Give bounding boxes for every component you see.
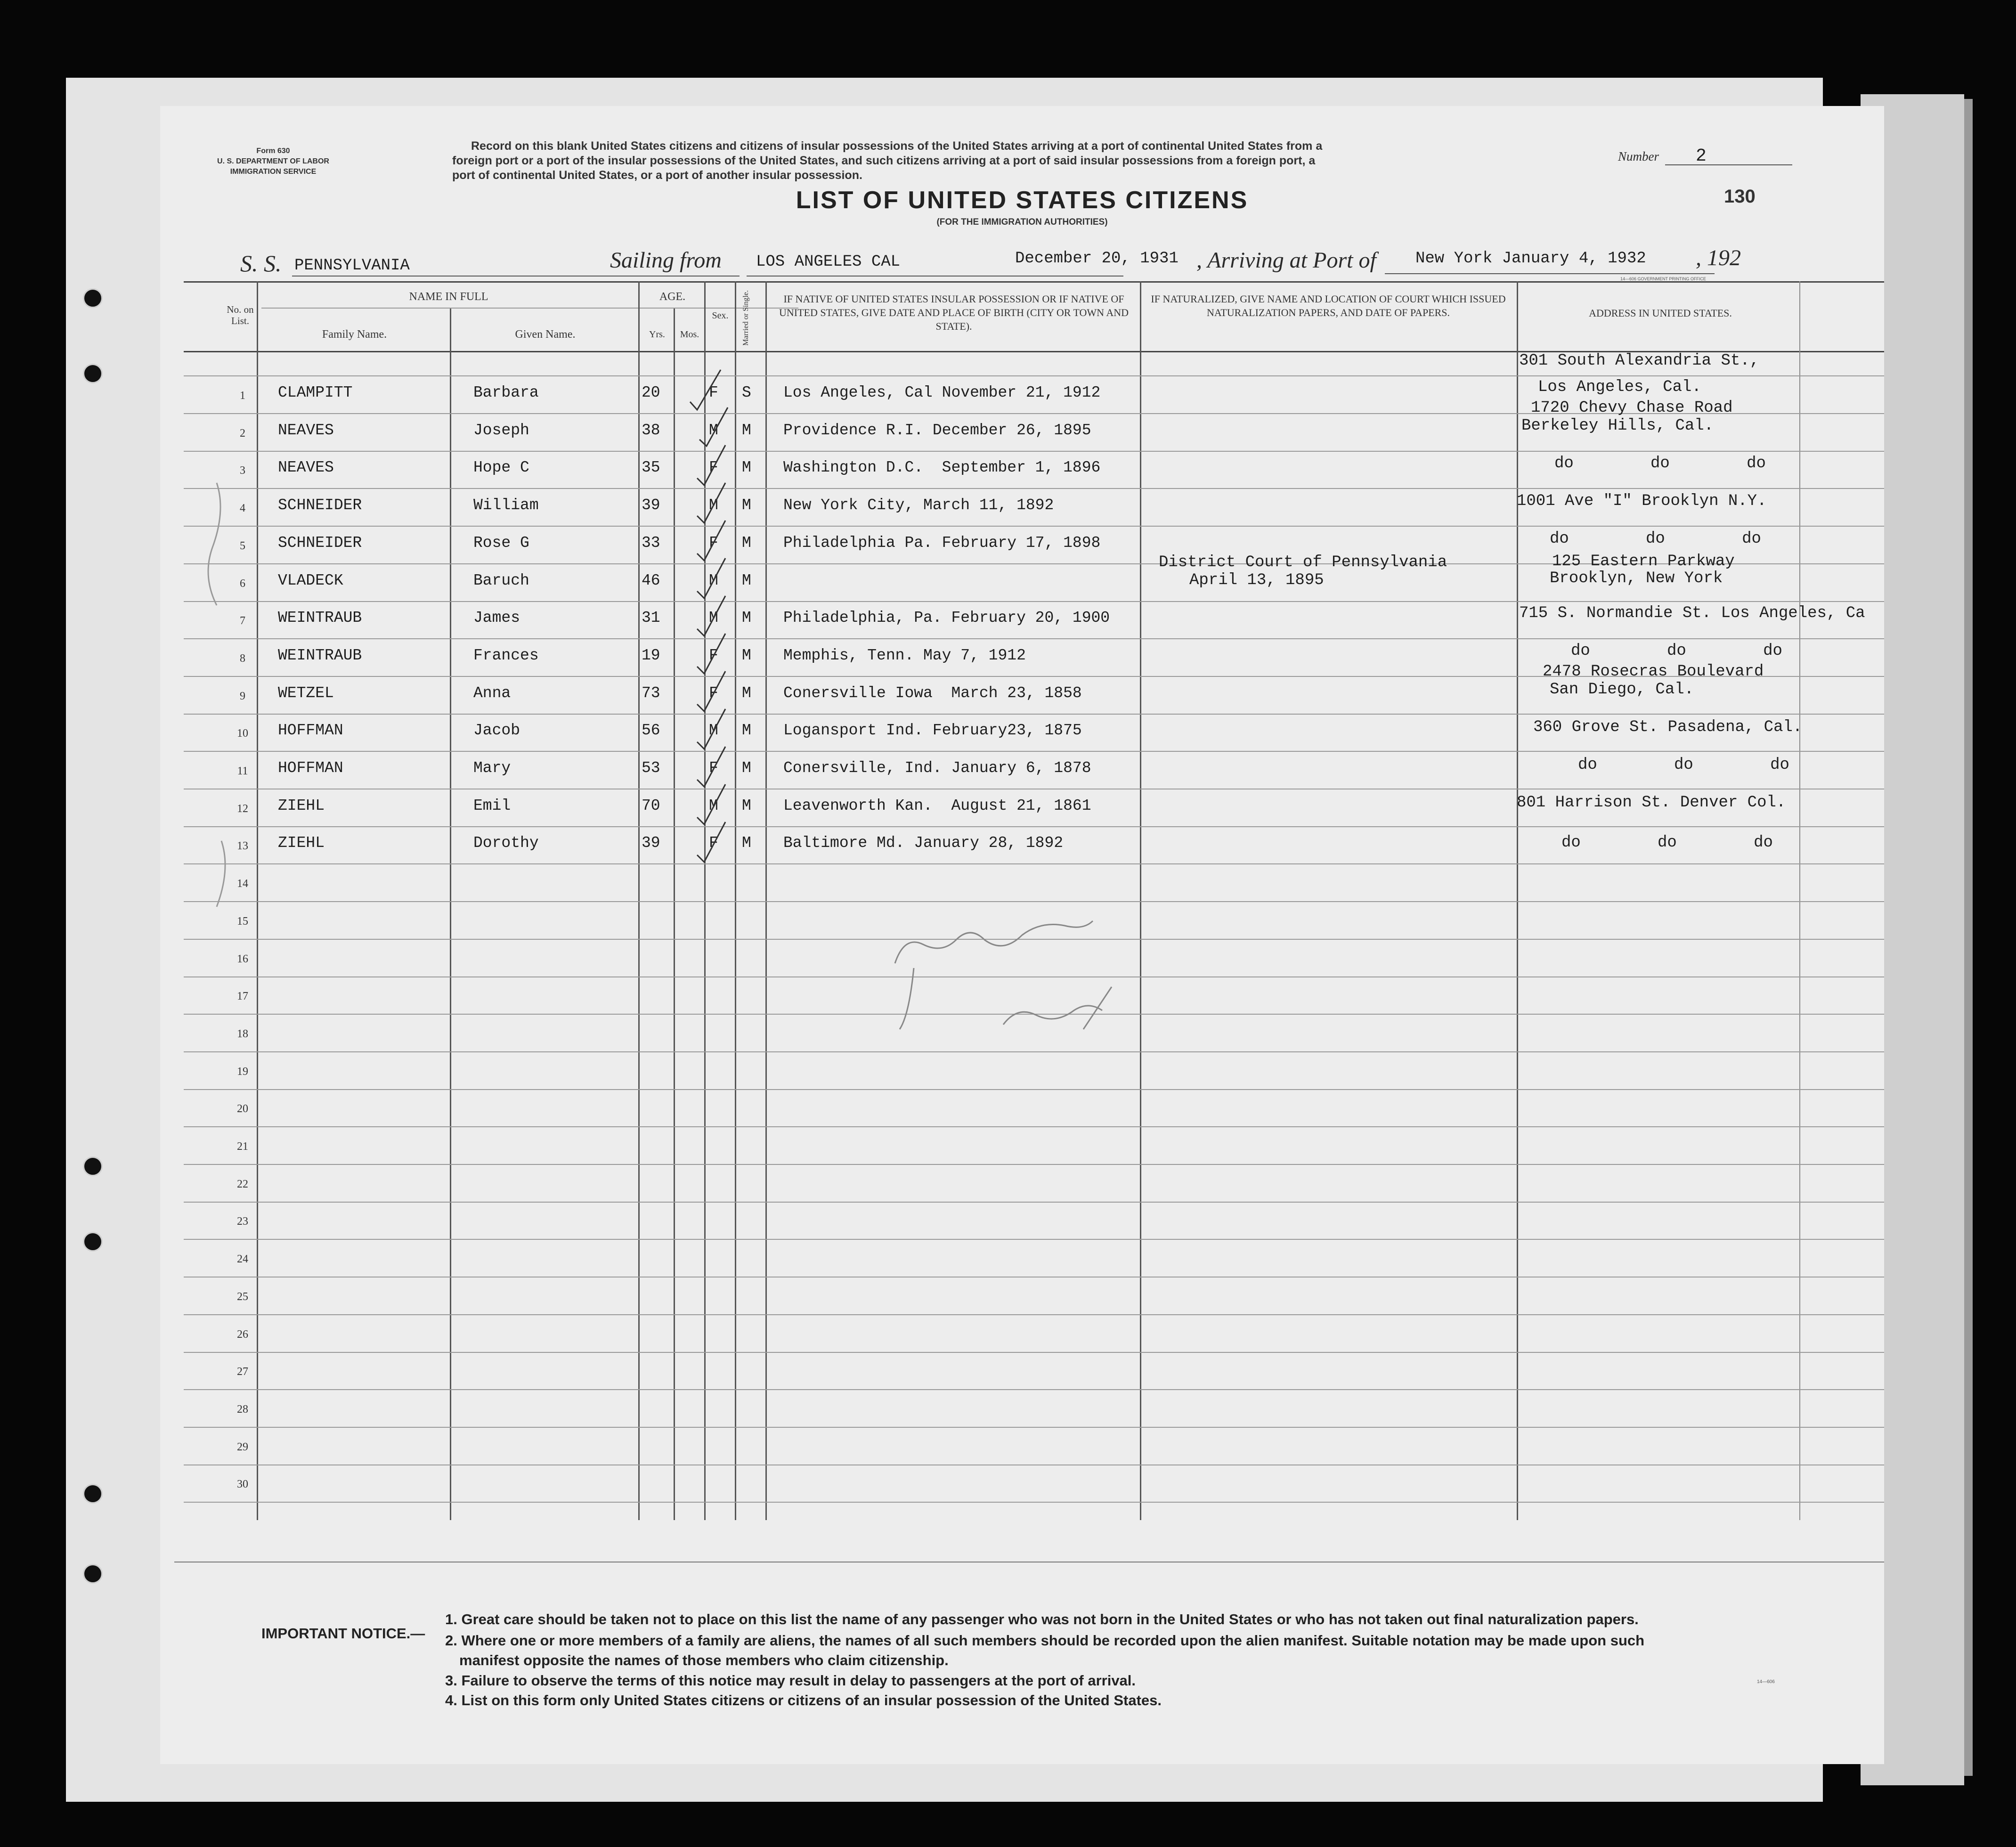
- family-name-cell: VLADECK: [278, 571, 343, 589]
- family-name-cell: ZIEHL: [278, 797, 325, 814]
- address-line: Brooklyn, New York: [1550, 570, 1723, 587]
- given-name-cell: Anna: [473, 684, 511, 702]
- check-mark: [697, 671, 725, 711]
- marital-status-cell: M: [742, 684, 751, 702]
- marital-status-cell: M: [742, 646, 751, 664]
- empty-row-number: 18: [237, 1027, 248, 1040]
- notice-lead: IMPORTANT NOTICE.—: [261, 1625, 425, 1642]
- family-name-cell: NEAVES: [278, 421, 334, 439]
- ss-label: S. S.: [240, 250, 282, 277]
- arriving-value: New York January 4, 1932: [1415, 250, 1646, 268]
- address-line: do do do: [1578, 756, 1789, 774]
- check-mark: [697, 521, 725, 561]
- marital-status-cell: M: [742, 609, 751, 627]
- empty-row-number: 19: [237, 1065, 248, 1078]
- row-number: 9: [240, 690, 245, 702]
- family-name-cell: CLAMPITT: [278, 384, 353, 401]
- intro-line: port of continental United States, or a port of another insular possession.: [452, 169, 862, 182]
- age-years-cell: 19: [642, 646, 660, 664]
- address-line: 1720 Chevy Chase Road: [1531, 399, 1733, 417]
- sex-cell: M: [709, 609, 718, 627]
- binder-hole: [83, 364, 103, 383]
- empty-row-number: 21: [237, 1140, 248, 1153]
- given-name-cell: Joseph: [473, 421, 529, 439]
- sex-cell: M: [709, 496, 718, 514]
- address-line: 360 Grove St. Pasadena, Cal.: [1533, 718, 1803, 736]
- margin-annotation: [208, 483, 225, 907]
- address-line: do do do: [1550, 530, 1761, 548]
- check-mark: [690, 370, 721, 410]
- row-number: 12: [237, 802, 248, 815]
- family-name-cell: SCHNEIDER: [278, 534, 362, 552]
- marital-status-cell: M: [742, 834, 751, 852]
- row-number: 3: [240, 464, 245, 477]
- binder-hole: [83, 1156, 103, 1176]
- sex-cell: M: [709, 722, 718, 740]
- family-name-cell: SCHNEIDER: [278, 496, 362, 514]
- notice-item: 4. List on this form only United States citizens or citizens of an insular possession of the United States.: [445, 1692, 1162, 1709]
- address-line: 715 S. Normandie St. Los Angeles, Ca: [1519, 604, 1865, 622]
- arriving-label: , Arriving at Port of: [1196, 248, 1376, 273]
- birth-place-date-cell: Conersville, Ind. January 6, 1878: [783, 759, 1091, 777]
- age-years-cell: 31: [642, 609, 660, 627]
- intro-line: foreign port or a port of the insular possessions of the United States, and such citizens arriving at a port of said insular possessions from a foreign port, a: [452, 154, 1316, 167]
- row-number: 8: [240, 652, 245, 665]
- binder-hole: [83, 1484, 103, 1504]
- given-name-cell: Dorothy: [473, 834, 539, 852]
- form-service: IMMIGRATION SERVICE: [230, 168, 317, 176]
- given-name-cell: William: [473, 496, 539, 514]
- row-number: 13: [237, 840, 248, 853]
- empty-row-number: 29: [237, 1440, 248, 1453]
- printer-note: 14—606 GOVERNMENT PRINTING OFFICE: [1620, 277, 1706, 281]
- birth-place-date-cell: Providence R.I. December 26, 1895: [783, 421, 1091, 439]
- empty-row-number: 22: [237, 1178, 248, 1190]
- given-name-cell: Jacob: [473, 722, 520, 740]
- family-name-cell: NEAVES: [278, 459, 334, 477]
- empty-row-number: 23: [237, 1215, 248, 1228]
- sailing-date: December 20, 1931: [1015, 250, 1179, 268]
- family-name-cell: WEINTRAUB: [278, 646, 362, 664]
- age-years-cell: 20: [642, 384, 660, 401]
- given-name-cell: Barbara: [473, 384, 539, 401]
- empty-row-number: 15: [237, 915, 248, 928]
- manifest-sheet: [160, 106, 1884, 1764]
- page-title: LIST OF UNITED STATES CITIZENS: [796, 187, 1249, 214]
- notice-item: 2. Where one or more members of a family are aliens, the names of all such members should be recorded upon the alien manifest. Suitable notation may be made upon such: [445, 1632, 1645, 1649]
- address-line: do do do: [1561, 834, 1773, 852]
- given-name-cell: Frances: [473, 646, 539, 664]
- header-mos: Mos.: [680, 329, 699, 340]
- page-number-stamp: 130: [1724, 186, 1756, 207]
- birth-place-date-cell: Los Angeles, Cal November 21, 1912: [783, 384, 1101, 401]
- notice-item: 3. Failure to observe the terms of this notice may result in delay to passengers at the port of arrival.: [445, 1672, 1136, 1689]
- given-name-cell: Hope C: [473, 459, 529, 477]
- ship-name: PENNSYLVANIA: [294, 257, 410, 275]
- family-name-cell: ZIEHL: [278, 834, 325, 852]
- binder-hole: [83, 288, 103, 308]
- age-years-cell: 56: [642, 722, 660, 740]
- address-line: 801 Harrison St. Denver Col.: [1517, 794, 1786, 812]
- address-line: 301 South Alexandria St.,: [1519, 352, 1760, 370]
- check-mark: [699, 407, 728, 446]
- given-name-cell: Baruch: [473, 571, 529, 589]
- empty-row-number: 25: [237, 1290, 248, 1303]
- age-years-cell: 39: [642, 834, 660, 852]
- header-family-name: Family Name.: [322, 328, 387, 341]
- address-line: 125 Eastern Parkway: [1552, 553, 1735, 570]
- year-suffix: , 192: [1696, 245, 1741, 270]
- check-mark: [697, 483, 725, 523]
- empty-row-number: 24: [237, 1253, 248, 1266]
- header-sex: Sex.: [712, 310, 729, 321]
- check-mark: [697, 709, 725, 749]
- check-mark: [697, 822, 725, 862]
- birth-place-date-cell: Baltimore Md. January 28, 1892: [783, 834, 1064, 852]
- age-years-cell: 70: [642, 797, 660, 814]
- address-line: do do do: [1571, 642, 1782, 660]
- sex-cell: F: [709, 646, 718, 664]
- page-subtitle: (FOR THE IMMIGRATION AUTHORITIES): [936, 217, 1108, 227]
- empty-row-number: 14: [237, 878, 248, 890]
- row-number: 6: [240, 577, 245, 590]
- row-number: 7: [240, 615, 245, 627]
- handwritten-annotation: [895, 921, 1112, 1029]
- form-number: Form 630: [256, 147, 290, 155]
- given-name-cell: Emil: [473, 797, 511, 814]
- check-mark: [697, 634, 725, 674]
- row-number: 4: [240, 502, 245, 515]
- check-mark: [697, 596, 725, 636]
- sex-cell: M: [709, 797, 718, 814]
- header-given-name: Given Name.: [515, 328, 576, 341]
- form-department: U. S. DEPARTMENT OF LABOR: [217, 157, 329, 165]
- number-label: Number: [1618, 149, 1659, 163]
- sex-cell: M: [709, 571, 718, 589]
- birth-place-date-cell: New York City, March 11, 1892: [783, 496, 1054, 514]
- header-married-single: Married or Single.: [742, 290, 750, 346]
- age-years-cell: 39: [642, 496, 660, 514]
- number-value: 2: [1696, 146, 1707, 166]
- sex-cell: F: [709, 759, 718, 777]
- notice-item: 1. Great care should be taken not to place on this list the name of any passenger who was not born in the United States or who has not taken out final naturalization papers.: [445, 1611, 1639, 1627]
- intro-line: Record on this blank United States citizens and citizens of insular possessions of the United States arriving at a port of continental United States from a: [471, 139, 1323, 153]
- handwritten-marks: [160, 106, 1884, 1566]
- marital-status-cell: M: [742, 759, 751, 777]
- age-years-cell: 73: [642, 684, 660, 702]
- row-number: 5: [240, 539, 245, 552]
- given-name-cell: James: [473, 609, 520, 627]
- birth-place-date-cell: Philadelphia Pa. February 17, 1898: [783, 534, 1101, 552]
- header-no-on-list: No. on List.: [227, 304, 254, 326]
- marital-status-cell: M: [742, 459, 751, 477]
- marital-status-cell: M: [742, 571, 751, 589]
- empty-row-number: 17: [237, 990, 248, 1003]
- check-mark: [697, 445, 725, 485]
- marital-status-cell: S: [742, 384, 751, 401]
- stacked-pages-shadow: [1964, 99, 1973, 1776]
- age-years-cell: 46: [642, 571, 660, 589]
- check-mark: [697, 558, 725, 598]
- age-years-cell: 35: [642, 459, 660, 477]
- check-mark: [697, 784, 725, 824]
- sailing-from-label: Sailing from: [610, 248, 722, 273]
- sex-cell: F: [709, 459, 718, 477]
- age-years-cell: 38: [642, 421, 660, 439]
- marital-status-cell: M: [742, 722, 751, 740]
- empty-row-number: 20: [237, 1103, 248, 1115]
- address-line: 2478 Rosecras Boulevard: [1543, 663, 1764, 681]
- header-age: AGE.: [659, 291, 686, 303]
- sex-cell: F: [709, 384, 718, 401]
- family-name-cell: WEINTRAUB: [278, 609, 362, 627]
- address-line: San Diego, Cal.: [1550, 681, 1694, 699]
- birth-place-date-cell: Conersville Iowa March 23, 1858: [783, 684, 1082, 702]
- family-name-cell: HOFFMAN: [278, 759, 343, 777]
- given-name-cell: Rose G: [473, 534, 529, 552]
- sex-cell: F: [709, 684, 718, 702]
- address-line: Los Angeles, Cal.: [1538, 378, 1701, 396]
- birth-place-date-cell: Philadelphia, Pa. February 20, 1900: [783, 609, 1110, 627]
- check-mark: [697, 747, 725, 787]
- header-yrs: Yrs.: [649, 329, 665, 340]
- address-line: 1001 Ave "I" Brooklyn N.Y.: [1517, 492, 1767, 510]
- empty-row-number: 27: [237, 1366, 248, 1378]
- notice-item: manifest opposite the names of those members who claim citizenship.: [459, 1652, 949, 1668]
- row-number: 1: [240, 390, 245, 402]
- sex-cell: F: [709, 534, 718, 552]
- given-name-cell: Mary: [473, 759, 511, 777]
- empty-row-number: 16: [237, 952, 248, 965]
- birth-place-date-cell: Leavenworth Kan. August 21, 1861: [783, 797, 1091, 814]
- header-address: ADDRESS IN UNITED STATES.: [1589, 307, 1732, 319]
- empty-row-number: 30: [237, 1478, 248, 1491]
- naturalization-date: April 13, 1895: [1189, 571, 1324, 589]
- birth-place-date-cell: Logansport Ind. February23, 1875: [783, 722, 1082, 740]
- footer-code: 14—606: [1757, 1679, 1775, 1684]
- header-native-birth: IF NATIVE OF UNITED STATES INSULAR POSSESSION OR IF NATIVE OF UNITED STATES, GIVE DATE AND PLACE OF BIRTH (CITY OR TOWN AND STATE).: [779, 293, 1129, 332]
- sex-cell: M: [709, 421, 718, 439]
- birth-place-date-cell: Washington D.C. September 1, 1896: [783, 459, 1101, 477]
- binder-hole: [83, 1564, 103, 1584]
- marital-status-cell: M: [742, 496, 751, 514]
- sailing-from-value: LOS ANGELES CAL: [756, 253, 901, 271]
- row-number: 10: [237, 727, 248, 740]
- binder-hole: [83, 1232, 103, 1252]
- address-line: do do do: [1554, 455, 1766, 472]
- sex-cell: F: [709, 834, 718, 852]
- birth-place-date-cell: Memphis, Tenn. May 7, 1912: [783, 646, 1026, 664]
- empty-row-number: 26: [237, 1328, 248, 1341]
- naturalization-court: District Court of Pennsylvania: [1159, 553, 1447, 571]
- marital-status-cell: M: [742, 534, 751, 552]
- empty-row-number: 28: [237, 1403, 248, 1416]
- header-naturalized: IF NATURALIZED, GIVE NAME AND LOCATION OF COURT WHICH ISSUED NATURALIZATION PAPERS, AND DATE OF PAPERS.: [1151, 293, 1506, 318]
- row-number: 2: [240, 427, 245, 439]
- family-name-cell: WETZEL: [278, 684, 334, 702]
- header-name-in-full: NAME IN FULL: [409, 291, 488, 303]
- address-line: Berkeley Hills, Cal.: [1521, 417, 1714, 435]
- marital-status-cell: M: [742, 421, 751, 439]
- age-years-cell: 53: [642, 759, 660, 777]
- marital-status-cell: M: [742, 797, 751, 814]
- family-name-cell: HOFFMAN: [278, 722, 343, 740]
- age-years-cell: 33: [642, 534, 660, 552]
- row-number: 11: [237, 765, 248, 777]
